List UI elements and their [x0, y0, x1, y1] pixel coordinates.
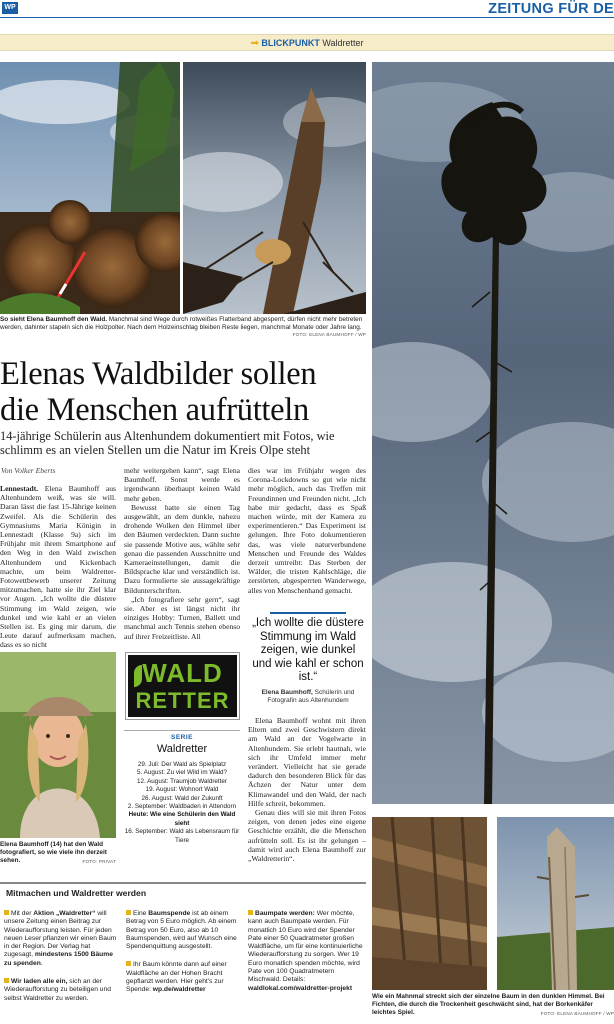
- c1a-end: .: [40, 959, 43, 967]
- quote-role: Schülerin und Fotografin aus Altenhundem: [267, 688, 355, 704]
- info-c2a: [126, 910, 242, 951]
- series-today: Heute: Wie eine Schülerin den Wald sieht: [128, 811, 236, 827]
- pull-quote: [252, 612, 364, 706]
- wp-logo: WP: [2, 2, 18, 14]
- bullet-square-icon: [4, 910, 9, 915]
- col2-p2: Bewusst hatte sie einen Tag ausgewählt, an dem dunkle, nahezu drohende Wolken den Himmel über den Bäumen verdeckten. Dann suchte sie passende Motive aus, wählte sehr genau die passenden Ausschnitte und Kameraeinstellungen, damit die Bildsprache klar und verständlich ist. Dazu formulierte sie aussagekräftige Bildunterschriften.: [124, 502, 240, 595]
- series-item: 12. August: Traumjob Waldretter: [136, 777, 228, 785]
- c2a-pre: Eine: [133, 910, 149, 917]
- subline: 14-jährige Schülerin aus Altenhundem dokumentiert mit Fotos, wie schlimm es an vielen Stellen um die Natur im Kreis Olpe steht: [0, 429, 335, 457]
- col3b-p1: Elena Baumhoff wohnt mit ihren Eltern und zwei Geschwistern direkt am Wald an der Vogelwarte in Altenhundem. Sie erlebt hautnah, wie sich ihr Umfeld immer mehr verändert. Vielleicht hat sie gerade dadurch den besonderen Blick für das Ächzen der Natur unter dem Klimawandel und den Wald, der nach Hilfe schreit, bekommen.: [248, 716, 366, 808]
- series-item: 19. August: Wohnort Wald: [145, 786, 219, 794]
- quote-attribution: [252, 689, 364, 706]
- portrait-credit: FOTO: PRIVAT: [82, 859, 116, 864]
- byline: Von Volker Eberts: [1, 466, 56, 475]
- portrait-caption-text: Elena Baumhoff (14) hat den Wald fotografiert, so wie viele ihn derzeit sehen.: [0, 841, 107, 864]
- c1a-bold2: mindestens 1500 Bäume zu spenden: [4, 951, 113, 967]
- c1b-text: sich an der Wiederaufforstung zu beteiligen und selbst Waldretter zu werden.: [4, 978, 111, 1002]
- photo-bark: [372, 817, 487, 990]
- arrow-right-icon: ➡: [250, 38, 259, 49]
- photo-log-pile: [0, 62, 180, 314]
- series-item: 2. September: Waldbaden in Attendorn: [127, 803, 237, 811]
- article-column-3b: [248, 716, 366, 863]
- c2a-text: ist ab einem Betrag von 5 Euro möglich. Ab einem Betrag von 50 Euro, also ab 10 Baumspenden, wird auf Wunsch eine Spendenquittung ausgestellt.: [126, 910, 237, 951]
- bullet-square-icon: [126, 910, 131, 915]
- quote-name: Elena Baumhoff,: [261, 688, 313, 696]
- col2-p1: mehr weitergehen kann“, sagt Elena Baumhoff. Sonst werde es irgendwann überhaupt keinen Wald mehr geben.: [124, 466, 240, 503]
- c3-text: Wer möchte, kann auch Baumpate werden. Für monatlich 10 Euro wird der Spender Pate einer 50 Quadratmeter großen Waldfläche, um für eine kontinuierliche Wiederaufforstung zu sorgen. Wer 19 Euro monatlich spenden möchte, wird Pate von 100 Quadratmetern Mischwald. Details:: [248, 910, 363, 984]
- headline-line-2: die Menschen aufrütteln: [0, 392, 309, 428]
- masthead: [0, 0, 614, 18]
- masthead-title: ZEITUNG FÜR DE: [488, 1, 614, 17]
- series-title: Waldretter: [156, 743, 208, 755]
- col3-p1: dies war im Frühjahr wegen des Corona-Lockdowns so gut wie nicht mehr möglich, auch das Treffen mit Freundinnen und Freunden nicht. „Ich habe mir gedacht, dass es Spaß machen würde, mit der Kamera zu experimentieren.“ Das Experiment ist gelungen. Ihre Foto dokumentieren das, was viele naturverbundene Menschen und Freunde des Waldes derzeit umtreibt: Das Sterben der Wälder, die tristen Kahlschläge, die zerstörten, abgesperrten Wanderwege, alles von Menschenhand gemacht.: [248, 466, 366, 595]
- article-column-3: [248, 466, 366, 595]
- caption-bold: So sieht Elena Baumhoff den Wald.: [0, 316, 107, 323]
- c1a-pre: Mit der: [11, 910, 34, 917]
- dateline: Lennestadt.: [0, 484, 39, 493]
- caption-text: Manchmal sind Wege durch rotweißes Flatterband abgesperrt, dürfen nicht mehr betreten werden, dahinter stapeln sich die Holzpolter. Nach dem Holzeinschlag bleiben Reste liegen, manchmal Monate oder Jahre lang.: [0, 316, 363, 331]
- photo-portrait: [0, 652, 116, 838]
- waldretter-logo: [126, 653, 239, 719]
- series-box: [124, 730, 240, 845]
- article-column-1: [0, 484, 116, 650]
- headline: [0, 356, 370, 428]
- c1b-bold: Wir laden alle ein,: [11, 978, 68, 986]
- logo-wald: WALD: [142, 658, 223, 688]
- caption-top-photos: [0, 316, 366, 339]
- series-item: 16. September: Wald als Lebensraum für Tiere: [124, 828, 240, 844]
- series-item: 26. August: Wald der Zukunft: [141, 794, 223, 802]
- info-c1a: [4, 910, 120, 968]
- info-c3: [248, 910, 364, 993]
- c3-bold: Baumpate werden:: [255, 910, 315, 917]
- series-list-after: [124, 828, 240, 845]
- bullet-square-icon: [248, 910, 253, 915]
- col3b-p2: Genau dies will sie mit ihren Fotos zeigen, von denen jedes eine eigene Geschichte erzählt, die die Menschen aufrütteln soll. Es ist ihr gelungen – damit wird auch Elena Baumhoff zur „Waldretterin“.: [248, 808, 366, 864]
- rubric-topic: Waldretter: [322, 38, 364, 48]
- bullet-square-icon: [126, 961, 131, 966]
- info-col-3: [248, 910, 364, 993]
- quote-text: „Ich wollte die düstere Stimmung im Wald zeigen, wie dunkel und wie kahl er schon ist.“: [252, 617, 364, 683]
- series-list: [124, 761, 240, 811]
- info-c1b: [4, 978, 120, 1003]
- c2b-text: Ihr Baum könnte dann auf einer Waldfläche an der Hohen Bracht gepflanzt werden. Hier geht's zur Spende:: [126, 961, 227, 994]
- info-col-2: [126, 910, 242, 995]
- caption-bottom-right: [372, 993, 614, 1018]
- series-item: 5. August: Zu viel Wild im Wald?: [136, 769, 228, 777]
- info-box: [0, 882, 366, 1020]
- logo-retter: RETTER: [135, 688, 230, 713]
- quote-rule: [270, 612, 346, 614]
- series-tag: SERIE: [124, 730, 240, 741]
- c1a-text: will unsere Zeitung einen Beitrag zur Wiederaufforstung leisten. Für jeden neuen Leser pflanzen wir einen Baum in der Region. Der Verlag hat zugesagt,: [4, 910, 117, 959]
- col2-p3: „Ich fotografiere sehr gern“, sagt sie. Aber es ist längst nicht ihr einziges Hobby: Turnen, Ballett und manchmal auch Tennis stehen ebenso auf ihrer Freizeitliste. All: [124, 594, 240, 641]
- c2b-link[interactable]: wp.de/waldretter: [152, 986, 206, 994]
- c1a-bold: Aktion „Waldretter“: [33, 910, 96, 917]
- series-item: 29. Juli: Der Wald als Spielplatz: [137, 761, 227, 768]
- info-c2b: [126, 961, 242, 994]
- bullet-square-icon: [4, 978, 9, 983]
- rubric-bar: [0, 34, 614, 51]
- info-col-1: [4, 910, 120, 1003]
- bottom-caption-text: Wie ein Mahnmal streckt sich der einzelne Baum in den dunklen Himmel. Bei Fichten, die durch die Trockenheit geschwächt sind, hat der Borkenkäfer leichtes Spiel.: [372, 993, 605, 1016]
- photo-broken-tree: [183, 62, 366, 314]
- c3-link[interactable]: waldlokal.com/waldretter-projekt: [248, 984, 353, 992]
- col1-text: Elena Baumhoff aus Altenhundem weiß, was sie will. Daran lässt die fast 15-Jährige keinen Zweifel. Als die Schülerin des Gymnasiums Maria Königin in Lennestadt (Klasse 9a) sich im Frühjahr mit ihrem Smartphone auf den Weg in den Wald zwischen Altenhundem und Kickenbach machte, um beim Waldretter-Fotowettbewerb unserer Zeitung mitzumachen, hatte sie ihr Ziel klar vor Augen. „Ich wollte die düstere Stimmung im Wald zeigen, wie dunkel und wie kahl er an vielen Stellen ist. Es ging mir darum, die Leute darauf aufmerksam machen, dass es so nicht: [0, 484, 116, 650]
- headline-line-1: Elenas Waldbilder sollen: [0, 356, 317, 392]
- c2a-bold: Baumspende: [148, 910, 191, 917]
- bottom-credit: FOTO: ELENA BAUMHOFF / WP: [540, 1011, 614, 1016]
- photo-dead-trunk: [497, 817, 614, 990]
- photo-credit: FOTO: ELENA BAUMHOFF / WP: [292, 332, 366, 337]
- info-box-title: Mitmachen und Waldretter werden: [6, 888, 147, 898]
- article-column-2: [124, 466, 240, 641]
- rubric-label: BLICKPUNKT: [261, 38, 320, 48]
- photo-lone-tree: [372, 62, 614, 804]
- caption-portrait: [0, 841, 116, 866]
